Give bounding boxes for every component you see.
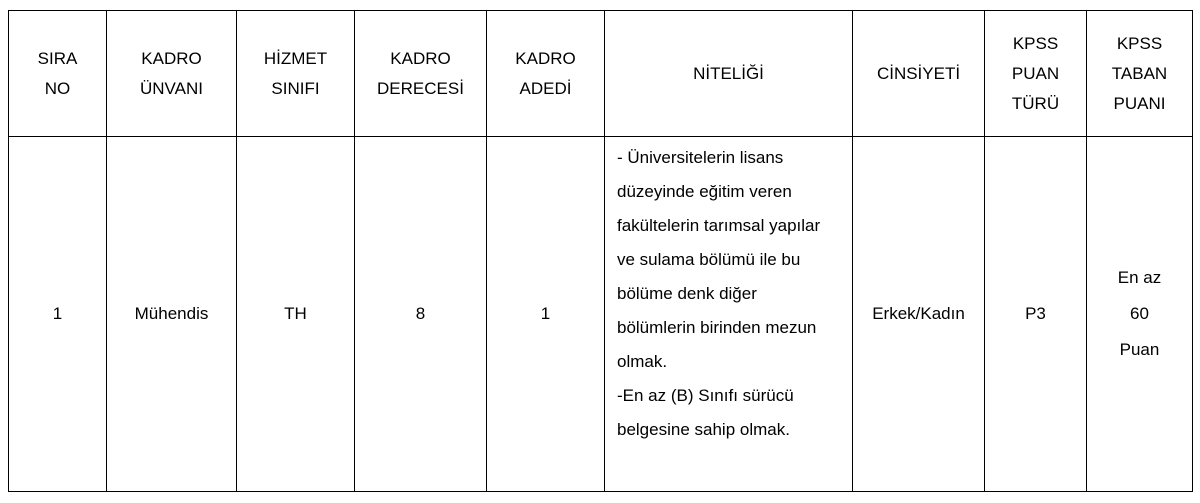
qualification-line: fakültelerin tarımsal yapılar xyxy=(617,216,821,235)
header-text: DERECESİ xyxy=(377,78,464,98)
cell-hizmet-sinifi: TH xyxy=(237,137,355,492)
qualification-line: ve sulama bölümü ile bu xyxy=(617,250,801,269)
document-page xyxy=(8,10,1192,492)
header-text: NİTELİĞİ xyxy=(693,63,764,83)
qualification-line: belgesine sahip olmak. xyxy=(617,420,790,439)
header-text: NO xyxy=(44,78,71,98)
header-text: KADRO xyxy=(141,48,202,68)
qualification-line: olmak. xyxy=(617,352,668,371)
qualification-line: -En az (B) Sınıfı sürücü xyxy=(617,386,794,405)
header-text: PUAN xyxy=(1011,63,1060,83)
header-niteligi xyxy=(605,11,853,137)
header-text: KADRO xyxy=(515,48,576,68)
qualification-line: bölüme denk diğer xyxy=(617,284,757,303)
cell-kpss-taban-puani xyxy=(1087,137,1193,492)
header-text: ADEDİ xyxy=(519,78,572,98)
min-score-line: Puan xyxy=(1119,340,1160,359)
header-kadro-derecesi xyxy=(355,11,487,137)
cell-kpss-puan-turu: P3 xyxy=(985,137,1087,492)
qualification-line: düzeyinde eğitim veren xyxy=(617,182,792,201)
header-kpss-puan-turu xyxy=(985,11,1087,137)
qualification-line: - Üniversitelerin lisans xyxy=(617,148,784,167)
header-text: KPSS xyxy=(1012,33,1059,53)
header-text: SIRA xyxy=(37,48,78,68)
qualification-line: bölümlerin birinden mezun xyxy=(617,318,817,337)
header-text: ÜNVANI xyxy=(140,78,203,98)
table-body xyxy=(9,137,1193,492)
header-hizmet-sinifi xyxy=(237,11,355,137)
header-text: CİNSİYETİ xyxy=(876,63,961,83)
header-text: HİZMET xyxy=(263,48,328,68)
cell-kadro-adedi: 1 xyxy=(487,137,605,492)
header-kadro-adedi xyxy=(487,11,605,137)
header-row xyxy=(9,11,1193,137)
header-sira-no xyxy=(9,11,107,137)
header-text: KADRO xyxy=(390,48,451,68)
cell-cinsiyeti: Erkek/Kadın xyxy=(853,137,985,492)
cell-sira-no: 1 xyxy=(9,137,107,492)
table-header xyxy=(9,11,1193,137)
header-cinsiyeti xyxy=(853,11,985,137)
min-score-line: En az xyxy=(1117,268,1162,287)
job-listing-table xyxy=(8,10,1193,492)
table-row xyxy=(9,137,1193,492)
header-text: SINIFI xyxy=(271,78,320,98)
header-text: TABAN xyxy=(1111,63,1168,83)
header-text: PUANI xyxy=(1113,93,1166,113)
min-score-line: 60 xyxy=(1130,304,1149,323)
header-kadro-unvani xyxy=(107,11,237,137)
cell-niteligi xyxy=(605,137,853,492)
header-text: KPSS xyxy=(1116,33,1163,53)
cell-kadro-derecesi: 8 xyxy=(355,137,487,492)
header-kpss-taban-puani xyxy=(1087,11,1193,137)
cell-kadro-unvani: Mühendis xyxy=(107,137,237,492)
header-text: TÜRÜ xyxy=(1011,93,1060,113)
